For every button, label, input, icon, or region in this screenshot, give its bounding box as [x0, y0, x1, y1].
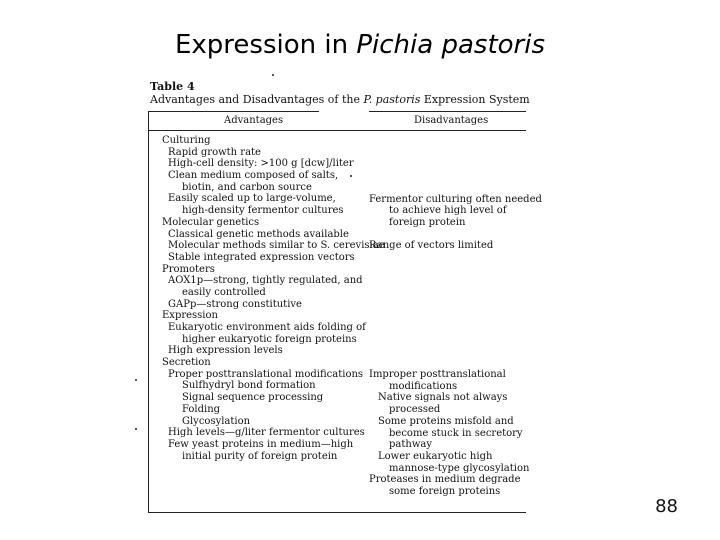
advantage-row: higher eukaryotic foreign proteins — [182, 333, 357, 345]
disadvantage-line — [369, 439, 432, 451]
disadvantage-line — [369, 217, 465, 229]
advantage-row: Sulfhydryl bond formation — [182, 380, 316, 392]
advantage-row: Secretion — [162, 357, 211, 369]
advantage-row: Rapid growth rate — [168, 146, 261, 158]
advantage-row: Few yeast proteins in medium—high — [168, 438, 354, 450]
disadvantage-row: mannose-type glycosylation — [389, 462, 530, 474]
scan-speck — [350, 175, 352, 177]
header-rule-bottom — [149, 130, 526, 131]
disadvantage-row: Some proteins misfold and — [378, 415, 514, 427]
disadvantage-line — [369, 486, 500, 498]
slide-title — [0, 30, 720, 60]
caption-post: Expression System — [420, 93, 530, 106]
slide-title-species: Pichia pastoris — [356, 30, 545, 60]
advantage-row: Promoters — [162, 263, 215, 275]
disadvantage-row: foreign protein — [389, 216, 466, 228]
disadvantage-row: become stuck in secretory — [389, 427, 523, 439]
advantage-row: initial purity of foreign protein — [182, 450, 338, 462]
disadvantage-line — [369, 451, 492, 463]
advantage-row: Easily scaled up to large-volume, — [168, 193, 336, 205]
disadvantage-row: to achieve high level of — [389, 205, 507, 217]
scan-speck — [272, 74, 274, 76]
advantage-row: AOX1p—strong, tightly regulated, and — [168, 275, 363, 287]
scan-speck — [135, 428, 137, 430]
advantages-column — [162, 135, 385, 462]
advantage-row: Proper posttranslational modifications — [168, 368, 364, 380]
scan-speck — [135, 379, 137, 381]
disadvantage-row: Fermentor culturing often needed — [369, 193, 542, 205]
advantage-row: easily controlled — [182, 286, 266, 298]
table-caption-text — [150, 93, 530, 106]
table-label: Table 4 — [150, 80, 195, 93]
advantage-row: Clean medium composed of salts, — [168, 170, 339, 182]
disadvantage-line — [369, 369, 506, 381]
disadvantage-row: some foreign proteins — [389, 486, 501, 497]
disadvantage-line — [369, 404, 440, 416]
disadvantage-line — [369, 240, 493, 252]
disadvantage-line — [369, 463, 529, 475]
column-header-disadvantages: Disadvantages — [414, 115, 489, 126]
header-rule-left — [149, 111, 319, 112]
page-number: 88 — [655, 496, 678, 517]
advantage-row: Molecular genetics — [162, 216, 260, 228]
advantage-row: Glycosylation — [182, 415, 251, 427]
advantage-row: Classical genetic methods available — [168, 228, 349, 240]
disadvantage-line — [369, 416, 514, 428]
disadvantage-row: processed — [389, 404, 441, 416]
advantage-row: Signal sequence processing — [182, 392, 324, 404]
column-header-advantages: Advantages — [224, 115, 284, 126]
disadvantage-line — [369, 205, 507, 217]
disadvantage-line — [369, 194, 542, 206]
advantage-row: High levels—g/liter fermentor cultures — [168, 427, 365, 439]
disadvantage-row: Range of vectors limited — [369, 240, 494, 252]
table-caption — [150, 80, 530, 106]
disadvantage-line — [369, 392, 507, 404]
advantage-row: High expression levels — [168, 345, 283, 357]
slide-title-plain: Expression in — [174, 30, 357, 60]
header-rule-right — [369, 111, 526, 112]
disadvantage-line — [369, 381, 457, 393]
advantage-row: Eukaryotic environment aids folding of — [168, 322, 366, 333]
disadvantage-row: Lower eukaryotic high — [378, 450, 493, 462]
disadvantage-row: Proteases in medium degrade — [369, 474, 521, 486]
advantage-row: Culturing — [162, 135, 211, 146]
advantage-row: Folding — [182, 403, 221, 415]
disadvantage-line — [369, 428, 523, 440]
advantage-row: Stable integrated expression vectors — [168, 251, 355, 263]
advantage-row: Molecular methods similar to S. cerevisiae — [168, 240, 385, 252]
advantage-row: GAPp—strong constitutive — [168, 298, 302, 310]
advantage-row: Expression — [162, 310, 218, 322]
expression-table — [148, 111, 542, 513]
disadvantage-row: Native signals not always — [378, 392, 508, 404]
disadvantage-row: modifications — [389, 380, 458, 392]
advantage-row: High-cell density: >100 g [dcw]/liter — [168, 158, 354, 170]
disadvantage-row: pathway — [389, 439, 432, 451]
disadvantage-row: Improper posttranslational — [369, 369, 506, 380]
advantage-row: biotin, and carbon source — [182, 181, 312, 193]
caption-species: P. pastoris — [363, 93, 421, 106]
caption-pre: Advantages and Disadvantages of the — [150, 93, 364, 106]
advantage-row: high-density fermentor cultures — [182, 205, 344, 217]
disadvantage-line — [369, 474, 521, 486]
